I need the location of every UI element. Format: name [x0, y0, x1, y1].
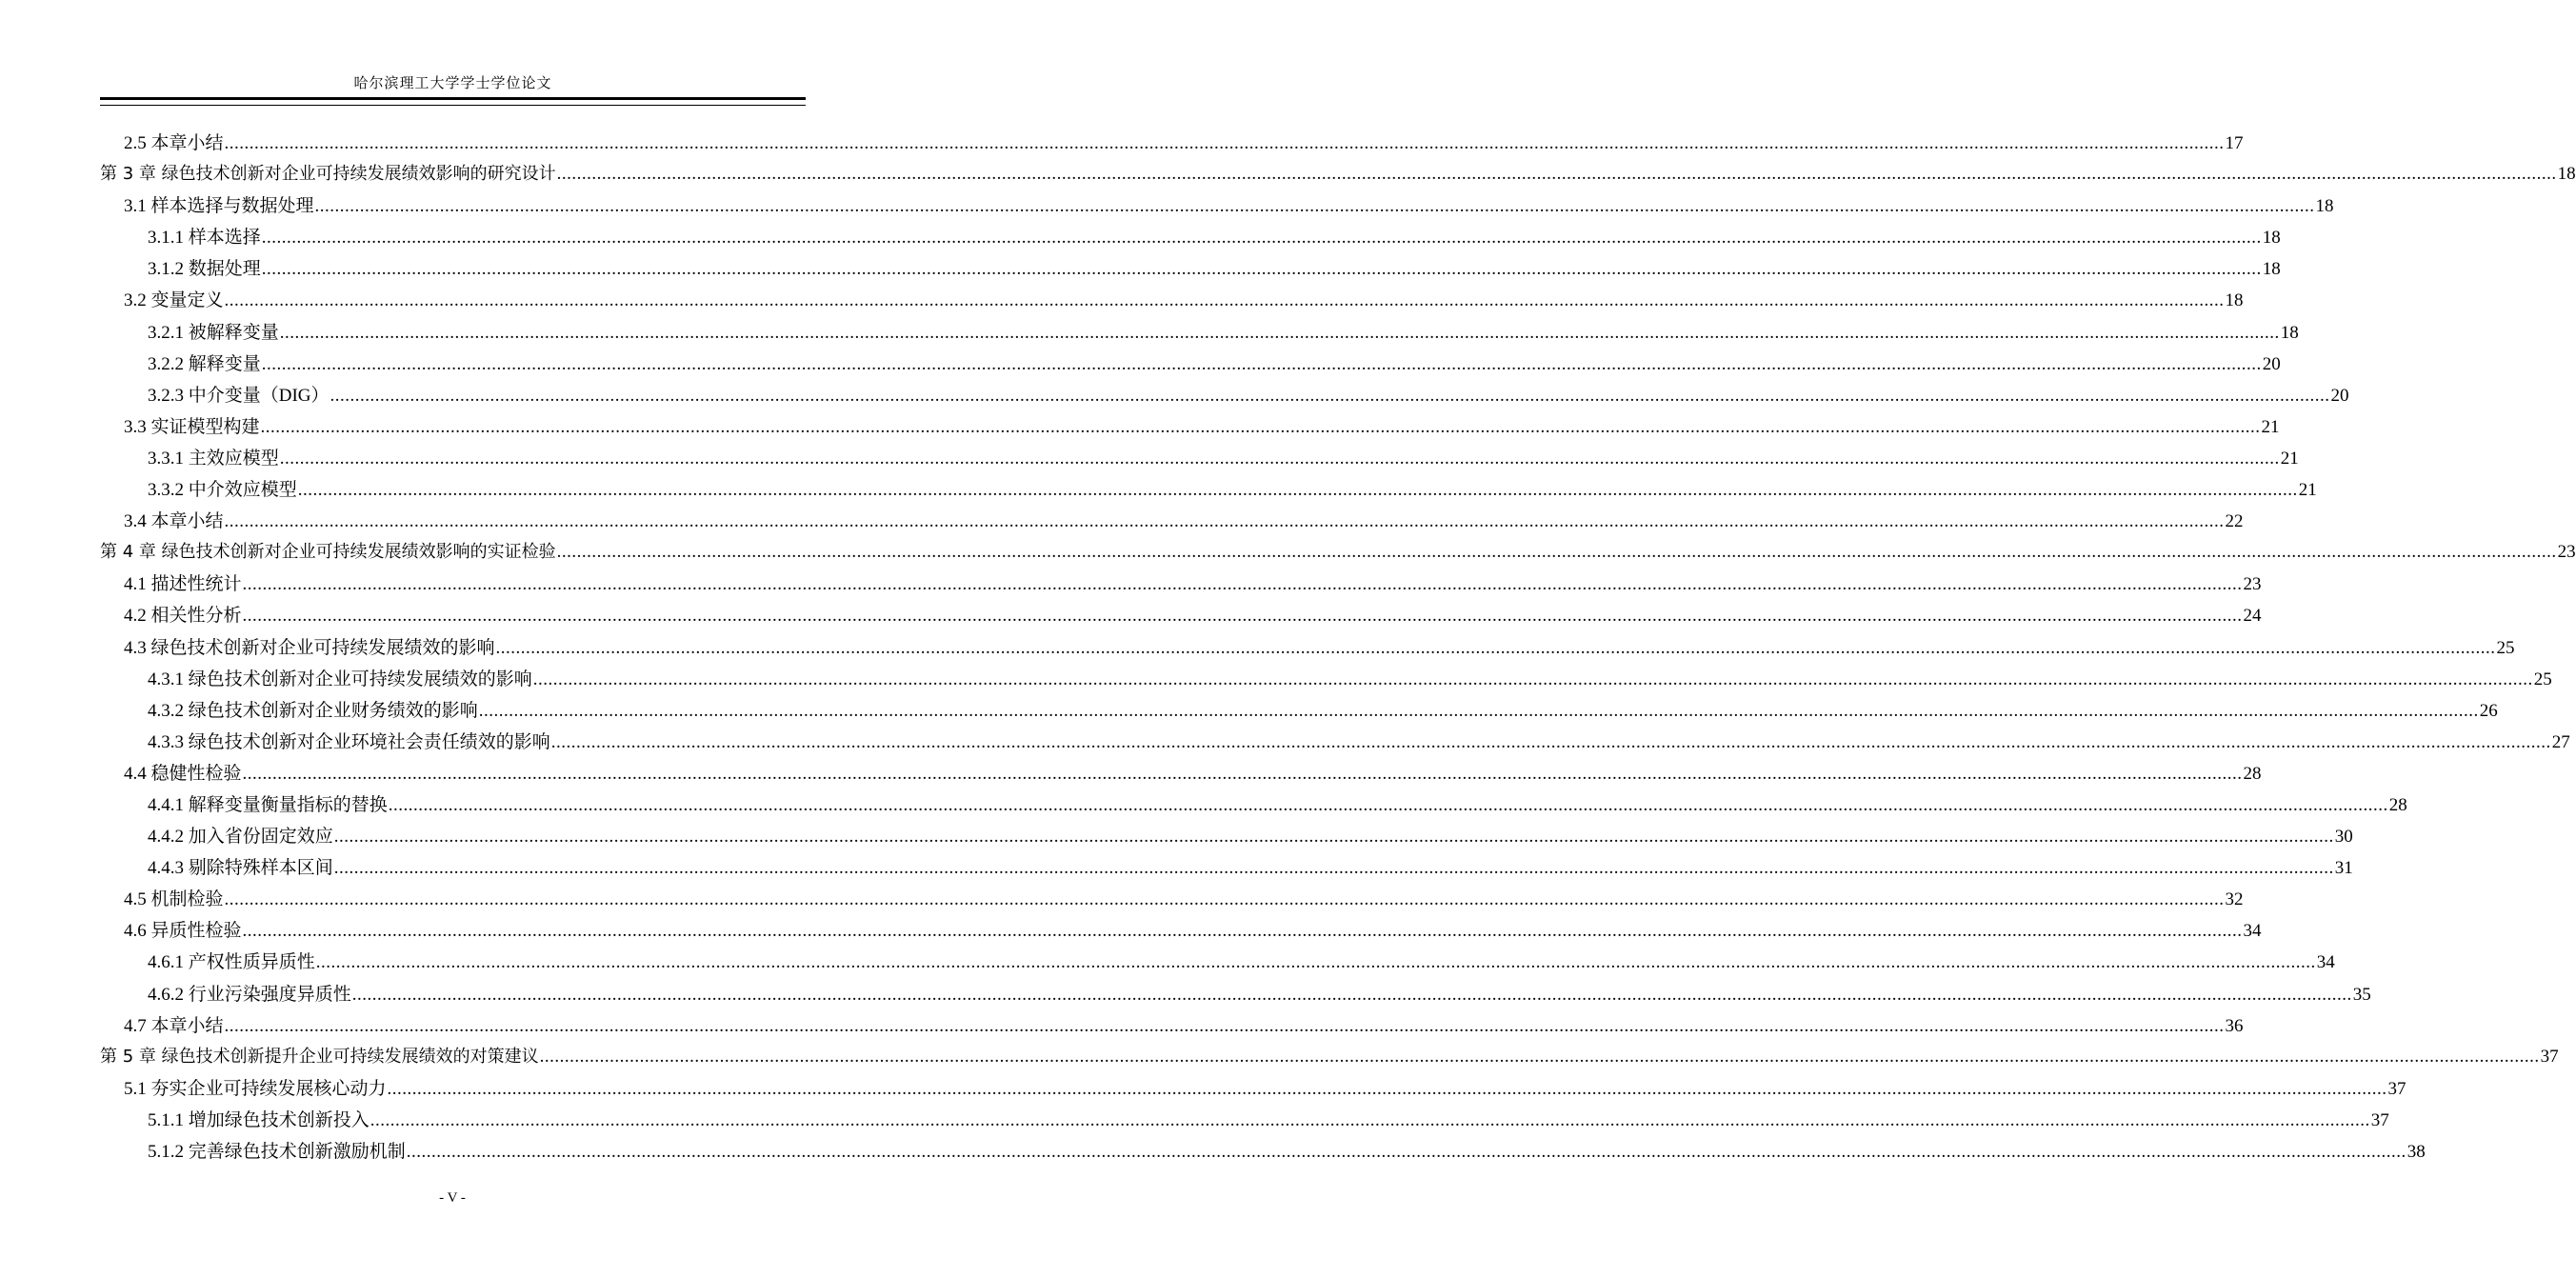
- toc-entry-page: 28: [2388, 794, 2407, 815]
- toc-entry-title: 4.7 本章小结: [124, 1015, 224, 1036]
- toc-entry-page: 24: [2243, 606, 2262, 627]
- toc-entry[interactable]: [100, 633, 2515, 665]
- dot-leader: ................................................................................................................................................................................................................................................................................................................................................................................................................: [242, 574, 2243, 595]
- toc-entry-title: 3.4 本章小结: [124, 511, 224, 532]
- toc-entry-title: 4.3 绿色技术创新对企业可持续发展绩效的影响: [124, 637, 495, 658]
- dot-leader: ................................................................................................................................................................................................................................................................................................................................................................................................................: [260, 416, 2261, 437]
- dot-leader: ................................................................................................................................................................................................................................................................................................................................................................................................................: [333, 827, 2334, 848]
- dot-leader: ................................................................................................................................................................................................................................................................................................................................................................................................................: [314, 196, 2315, 217]
- toc-entry-title: 第 4 章 绿色技术创新对企业可持续发展绩效影响的实证检验: [100, 542, 556, 563]
- toc-entry[interactable]: [100, 980, 2371, 1011]
- toc-entry[interactable]: [100, 728, 2570, 759]
- header-rule: [100, 97, 806, 106]
- toc-entry-page: 34: [2316, 952, 2335, 973]
- dot-leader: ................................................................................................................................................................................................................................................................................................................................................................................................................: [550, 731, 2551, 752]
- dot-leader: ................................................................................................................................................................................................................................................................................................................................................................................................................: [242, 921, 2243, 942]
- toc-chapter-entry[interactable]: [100, 160, 2576, 191]
- dot-leader: ................................................................................................................................................................................................................................................................................................................................................................................................................: [279, 322, 2280, 343]
- toc-entry[interactable]: [100, 1106, 2389, 1137]
- dot-leader: ................................................................................................................................................................................................................................................................................................................................................................................................................: [261, 259, 2262, 280]
- toc-entry-title: 4.4.3 剔除特殊样本区间: [148, 858, 333, 879]
- toc-entry-page: 26: [2479, 700, 2498, 721]
- toc-entry-title: 2.5 本章小结: [124, 133, 224, 153]
- toc-entry-title: 3.1 样本选择与数据处理: [124, 196, 314, 217]
- toc-entry-title: 3.1.2 数据处理: [148, 259, 261, 280]
- toc-chapter-entry[interactable]: [100, 538, 2576, 569]
- toc-entry-page: 17: [2225, 133, 2244, 153]
- toc-entry-title: 3.2 变量定义: [124, 290, 224, 311]
- dot-leader: ................................................................................................................................................................................................................................................................................................................................................................................................................: [261, 353, 2262, 374]
- toc-entry-page: 18: [2557, 164, 2576, 185]
- toc-entry[interactable]: [100, 381, 2349, 412]
- toc-entry-page: 34: [2243, 921, 2262, 942]
- toc-entry-title: 3.1.1 样本选择: [148, 228, 261, 249]
- toc-entry-title: 3.3.2 中介效应模型: [148, 480, 297, 501]
- toc-entry[interactable]: [100, 191, 2334, 223]
- dot-leader: ................................................................................................................................................................................................................................................................................................................................................................................................................: [224, 290, 2225, 311]
- dot-leader: ................................................................................................................................................................................................................................................................................................................................................................................................................: [329, 385, 2330, 406]
- toc-entry-page: 21: [2261, 416, 2280, 437]
- toc-entry[interactable]: [100, 1137, 2426, 1168]
- toc-entry-title: 4.3.3 绿色技术创新对企业环境社会责任绩效的影响: [148, 731, 550, 752]
- toc-entry[interactable]: [100, 948, 2335, 979]
- toc-entry[interactable]: [100, 318, 2299, 349]
- toc-entry-page: 23: [2243, 574, 2262, 595]
- toc-entry-page: 37: [2370, 1109, 2389, 1130]
- toc-entry[interactable]: [100, 286, 2244, 317]
- dot-leader: ................................................................................................................................................................................................................................................................................................................................................................................................................: [351, 984, 2352, 1005]
- toc-entry-title: 4.6 异质性检验: [124, 921, 242, 942]
- toc-entry-page: 18: [2225, 290, 2244, 311]
- dot-leader: ................................................................................................................................................................................................................................................................................................................................................................................................................: [224, 133, 2225, 153]
- table-of-contents: [100, 129, 2576, 1168]
- toc-entry-title: 4.5 机制检验: [124, 889, 224, 910]
- dot-leader: ................................................................................................................................................................................................................................................................................................................................................................................................................: [388, 794, 2388, 815]
- dot-leader: ................................................................................................................................................................................................................................................................................................................................................................................................................: [279, 448, 2280, 469]
- dot-leader: ................................................................................................................................................................................................................................................................................................................................................................................................................: [387, 1078, 2387, 1099]
- toc-entry-page: 21: [2298, 480, 2317, 501]
- toc-entry-page: 32: [2225, 889, 2244, 910]
- toc-entry-page: 20: [2262, 353, 2281, 374]
- toc-entry-page: 22: [2225, 511, 2244, 532]
- toc-entry[interactable]: [100, 790, 2407, 822]
- toc-entry-page: 18: [2262, 228, 2281, 249]
- toc-entry-page: 38: [2406, 1142, 2426, 1162]
- dot-leader: ................................................................................................................................................................................................................................................................................................................................................................................................................: [556, 542, 2557, 563]
- toc-entry-title: 4.4.2 加入省份固定效应: [148, 827, 333, 848]
- toc-entry-title: 4.6.2 行业污染强度异质性: [148, 984, 351, 1005]
- toc-entry[interactable]: [100, 349, 2281, 381]
- dot-leader: ................................................................................................................................................................................................................................................................................................................................................................................................................: [315, 952, 2316, 973]
- toc-entry-page: 30: [2334, 827, 2353, 848]
- dot-leader: ................................................................................................................................................................................................................................................................................................................................................................................................................: [333, 858, 2334, 879]
- dot-leader: ................................................................................................................................................................................................................................................................................................................................................................................................................: [369, 1109, 2370, 1130]
- toc-entry[interactable]: [100, 444, 2299, 475]
- dot-leader: ................................................................................................................................................................................................................................................................................................................................................................................................................: [224, 1015, 2225, 1036]
- toc-entry[interactable]: [100, 507, 2244, 538]
- toc-entry[interactable]: [100, 412, 2280, 444]
- toc-entry-title: 4.1 描述性统计: [124, 574, 242, 595]
- toc-entry-title: 4.2 相关性分析: [124, 606, 242, 627]
- toc-chapter-entry[interactable]: [100, 1043, 2559, 1074]
- dot-leader: ................................................................................................................................................................................................................................................................................................................................................................................................................: [495, 637, 2496, 658]
- toc-entry[interactable]: [100, 885, 2244, 916]
- toc-entry-title: 3.2.3 中介变量（DIG）: [148, 385, 329, 406]
- toc-entry[interactable]: [100, 696, 2498, 728]
- toc-entry-title: 5.1.1 增加绿色技术创新投入: [148, 1109, 369, 1130]
- toc-entry[interactable]: [100, 759, 2262, 790]
- dot-leader: ................................................................................................................................................................................................................................................................................................................................................................................................................: [297, 480, 2298, 501]
- dot-leader: ................................................................................................................................................................................................................................................................................................................................................................................................................: [539, 1046, 2540, 1067]
- toc-entry[interactable]: [100, 129, 2244, 160]
- page-header: 哈尔滨理工大学学士学位论文: [353, 76, 552, 91]
- toc-entry[interactable]: [100, 475, 2317, 507]
- toc-entry-title: 4.3.1 绿色技术创新对企业可持续发展绩效的影响: [148, 669, 532, 689]
- toc-entry[interactable]: [100, 822, 2353, 853]
- toc-entry-page: 37: [2540, 1046, 2559, 1067]
- dot-leader: ................................................................................................................................................................................................................................................................................................................................................................................................................: [224, 889, 2225, 910]
- toc-entry-page: 36: [2225, 1015, 2244, 1036]
- toc-entry-title: 5.1.2 完善绿色技术创新激励机制: [148, 1142, 406, 1162]
- toc-entry-page: 20: [2330, 385, 2349, 406]
- toc-entry[interactable]: [100, 254, 2281, 286]
- toc-entry-title: 4.6.1 产权性质异质性: [148, 952, 315, 973]
- dot-leader: ................................................................................................................................................................................................................................................................................................................................................................................................................: [242, 606, 2243, 627]
- toc-entry-page: 27: [2551, 731, 2570, 752]
- toc-entry-title: 4.4.1 解释变量衡量指标的替换: [148, 794, 388, 815]
- dot-leader: ................................................................................................................................................................................................................................................................................................................................................................................................................: [556, 164, 2557, 185]
- toc-entry-page: 25: [2496, 637, 2515, 658]
- toc-entry-page: 18: [2262, 259, 2281, 280]
- toc-entry-page: 21: [2280, 448, 2299, 469]
- toc-entry[interactable]: [100, 1011, 2244, 1043]
- toc-entry-title: 3.2.1 被解释变量: [148, 322, 279, 343]
- toc-entry[interactable]: [100, 1074, 2406, 1106]
- dot-leader: ................................................................................................................................................................................................................................................................................................................................................................................................................: [261, 228, 2262, 249]
- toc-entry-title: 4.4 稳健性检验: [124, 763, 242, 784]
- toc-entry-title: 3.3 实证模型构建: [124, 416, 260, 437]
- dot-leader: ................................................................................................................................................................................................................................................................................................................................................................................................................: [532, 669, 2533, 689]
- toc-entry-title: 5.1 夯实企业可持续发展核心动力: [124, 1078, 387, 1099]
- toc-entry[interactable]: [100, 916, 2262, 948]
- toc-entry-page: 35: [2352, 984, 2371, 1005]
- toc-entry-page: 31: [2334, 858, 2353, 879]
- page-number: - V -: [439, 1190, 466, 1206]
- toc-entry-title: 第 5 章 绿色技术创新提升企业可持续发展绩效的对策建议: [100, 1046, 539, 1067]
- toc-entry[interactable]: [100, 223, 2281, 254]
- dot-leader: ................................................................................................................................................................................................................................................................................................................................................................................................................: [224, 511, 2225, 532]
- toc-entry[interactable]: [100, 601, 2262, 632]
- toc-entry-title: 3.2.2 解释变量: [148, 353, 261, 374]
- toc-entry-title: 3.3.1 主效应模型: [148, 448, 279, 469]
- dot-leader: ................................................................................................................................................................................................................................................................................................................................................................................................................: [478, 700, 2479, 721]
- toc-entry-title: 第 3 章 绿色技术创新对企业可持续发展绩效影响的研究设计: [100, 164, 556, 185]
- dot-leader: ................................................................................................................................................................................................................................................................................................................................................................................................................: [242, 763, 2243, 784]
- toc-entry-page: 28: [2243, 763, 2262, 784]
- toc-entry-page: 18: [2280, 322, 2299, 343]
- toc-entry-page: 23: [2557, 542, 2576, 563]
- toc-entry-title: 4.3.2 绿色技术创新对企业财务绩效的影响: [148, 700, 478, 721]
- toc-entry-page: 18: [2315, 196, 2334, 217]
- toc-entry[interactable]: [100, 853, 2353, 885]
- toc-entry-page: 37: [2387, 1078, 2406, 1099]
- toc-entry[interactable]: [100, 665, 2552, 696]
- toc-entry[interactable]: [100, 569, 2262, 601]
- dot-leader: ................................................................................................................................................................................................................................................................................................................................................................................................................: [406, 1142, 2406, 1162]
- toc-entry-page: 25: [2533, 669, 2552, 689]
